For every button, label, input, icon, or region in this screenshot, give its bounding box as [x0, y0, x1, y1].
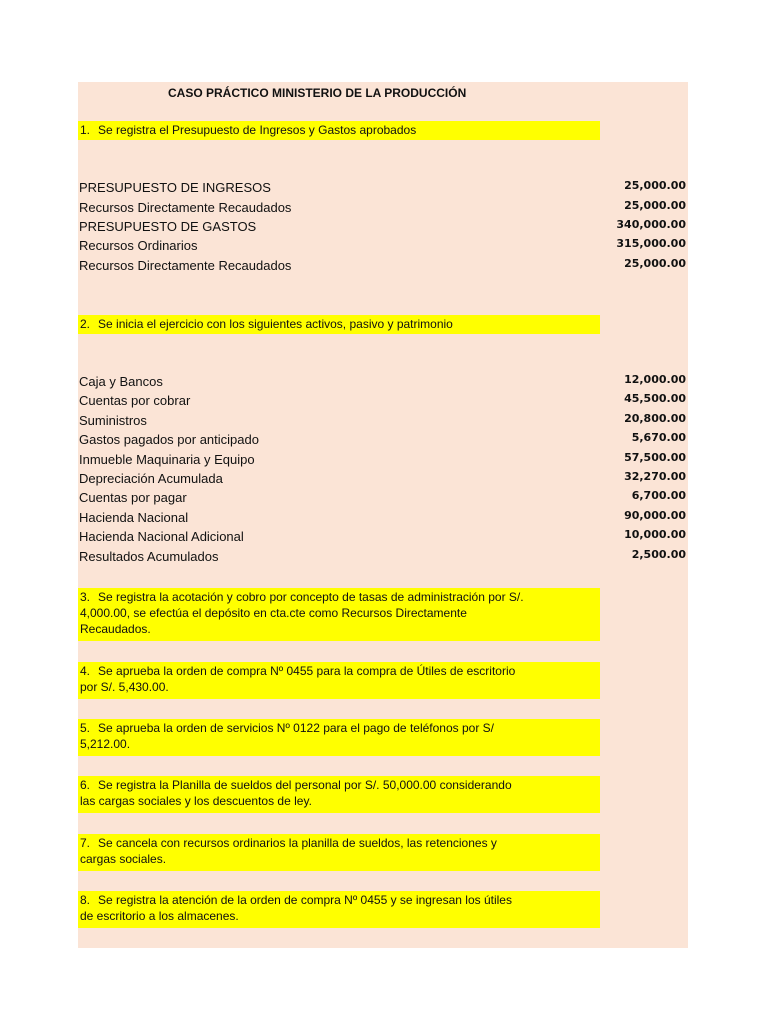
- step-text-line: Se registra la atención de la orden de compra Nº 0455 y se ingresan los útiles: [98, 893, 512, 907]
- row-label: Recursos Directamente Recaudados: [79, 200, 292, 215]
- budget-row: [78, 198, 688, 217]
- row-label: Caja y Bancos: [79, 374, 163, 389]
- step-number: 5.: [80, 721, 91, 735]
- step-text-line: 4,000.00, se efectúa el depósito en cta.cte como Recursos Directamente: [80, 606, 467, 620]
- step-number: 1.: [80, 123, 91, 137]
- step-text-line: Recaudados.: [80, 622, 151, 636]
- step-text-line: Se registra la Planilla de sueldos del personal por S/. 50,000.00 considerando: [98, 778, 512, 792]
- row-label: Hacienda Nacional Adicional: [79, 529, 244, 544]
- row-value: 20,800.00: [624, 412, 686, 425]
- row-label: PRESUPUESTO DE INGRESOS: [79, 180, 271, 195]
- row-label: Gastos pagados por anticipado: [79, 432, 259, 447]
- row-label: Recursos Directamente Recaudados: [79, 258, 292, 273]
- step-number: 4.: [80, 664, 91, 678]
- row-value: 12,000.00: [624, 373, 686, 386]
- row-value: 10,000.00: [624, 528, 686, 541]
- row-label: Recursos Ordinarios: [79, 238, 198, 253]
- balance-row: [78, 450, 688, 469]
- balance-row: [78, 508, 688, 527]
- step-number: 2.: [80, 317, 91, 331]
- balance-row: [78, 411, 688, 430]
- balance-row: [78, 391, 688, 410]
- row-value: 57,500.00: [624, 451, 686, 464]
- row-label: Inmueble Maquinaria y Equipo: [79, 452, 255, 467]
- step-number: 8.: [80, 893, 91, 907]
- document-title: CASO PRÁCTICO MINISTERIO DE LA PRODUCCIÓN: [168, 86, 467, 100]
- balance-row: [78, 372, 688, 391]
- balance-row: [78, 469, 688, 488]
- row-value: 2,500.00: [631, 548, 686, 561]
- budget-row: [78, 178, 688, 197]
- row-label: Resultados Acumulados: [79, 549, 219, 564]
- step-number: 7.: [80, 836, 91, 850]
- row-value: 25,000.00: [624, 199, 686, 212]
- balance-row: [78, 488, 688, 507]
- budget-row: [78, 217, 688, 236]
- step-7-highlight: [78, 834, 600, 871]
- row-value: 6,700.00: [631, 489, 686, 502]
- step-text: Se registra el Presupuesto de Ingresos y Gastos aprobados: [98, 123, 417, 137]
- step-text-line: Se aprueba la orden de compra Nº 0455 para la compra de Útiles de escritorio: [98, 664, 516, 678]
- step-text-line: de escritorio a los almacenes.: [80, 909, 239, 923]
- step-text-line: por S/. 5,430.00.: [80, 680, 169, 694]
- row-value: 315,000.00: [616, 237, 686, 250]
- row-label: Cuentas por pagar: [79, 490, 187, 505]
- step-1-highlight: [78, 121, 600, 140]
- step-text-line: las cargas sociales y los descuentos de ley.: [80, 794, 312, 808]
- row-label: PRESUPUESTO DE GASTOS: [79, 219, 257, 234]
- step-number: 6.: [80, 778, 91, 792]
- balance-row: [78, 527, 688, 546]
- step-text-line: Se cancela con recursos ordinarios la planilla de sueldos, las retenciones y: [98, 836, 497, 850]
- row-label: Depreciación Acumulada: [79, 471, 223, 486]
- row-label: Hacienda Nacional: [79, 510, 189, 525]
- step-4-highlight: [78, 662, 600, 699]
- step-8-highlight: [78, 891, 600, 928]
- step-5-highlight: [78, 719, 600, 756]
- row-value: 25,000.00: [624, 179, 686, 192]
- row-value: 90,000.00: [624, 509, 686, 522]
- step-text-line: 5,212.00.: [80, 737, 131, 751]
- budget-row: [78, 236, 688, 255]
- step-text-line: cargas sociales.: [80, 852, 167, 866]
- row-label: Cuentas por cobrar: [79, 393, 191, 408]
- step-text-line: Se aprueba la orden de servicios Nº 0122 para el pago de teléfonos por S/: [98, 721, 494, 735]
- worksheet: [78, 82, 688, 948]
- row-value: 45,500.00: [624, 392, 686, 405]
- step-text: Se inicia el ejercicio con los siguientes activos, pasivo y patrimonio: [98, 317, 453, 331]
- balance-row: [78, 547, 688, 566]
- row-label: Suministros: [79, 413, 147, 428]
- row-value: 5,670.00: [631, 431, 686, 444]
- step-3-highlight: [78, 588, 600, 641]
- row-value: 340,000.00: [616, 218, 686, 231]
- row-value: 25,000.00: [624, 257, 686, 270]
- row-value: 32,270.00: [624, 470, 686, 483]
- step-text-line: Se registra la acotación y cobro por concepto de tasas de administración por S/.: [98, 590, 524, 604]
- step-6-highlight: [78, 776, 600, 813]
- budget-row: [78, 256, 688, 275]
- balance-row: [78, 430, 688, 449]
- step-number: 3.: [80, 590, 91, 604]
- step-2-highlight: [78, 315, 600, 334]
